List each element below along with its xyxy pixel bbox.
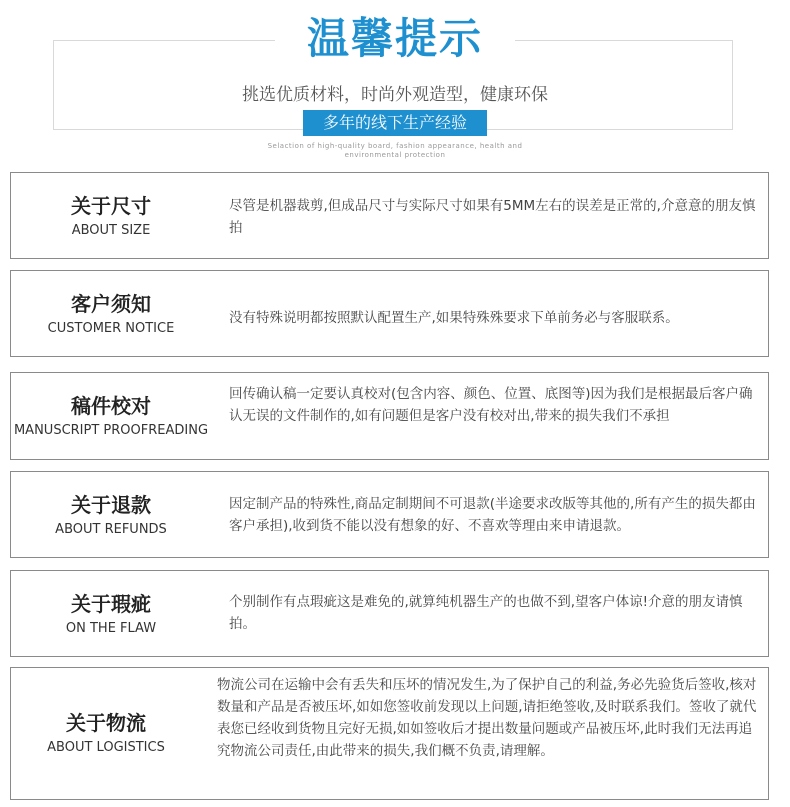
section-text: 因定制产品的特殊性,商品定制期间不可退款(半途要求改版等其他的,所有产生的损失都由客户承担),收到货不能以没有想象的好、不喜欢等理由来申请退款。 <box>229 496 756 534</box>
section-title-zh: 客户须知 <box>71 292 151 316</box>
section-customer-notice <box>10 270 769 357</box>
section-about-size <box>10 172 769 259</box>
section-heading <box>11 393 211 441</box>
section-heading <box>11 591 211 639</box>
section-title-zh: 关于瑕疵 <box>71 592 151 616</box>
section-title-en: ABOUT REFUNDS <box>55 522 167 537</box>
page-subtitle: 挑选优质材料，时尚外观造型，健康环保 <box>242 85 548 105</box>
section-title-en: ABOUT LOGISTICS <box>47 740 165 755</box>
section-title-zh: 关于尺寸 <box>71 194 151 218</box>
section-manuscript-proofreading <box>10 372 769 460</box>
fine-print <box>0 142 790 160</box>
section-heading <box>11 710 201 758</box>
section-heading <box>11 291 211 339</box>
section-text: 尽管是机器裁剪,但成品尺寸与实际尺寸如果有5MM左右的误差是正常的,介意意的朋友慎拍 <box>229 198 756 236</box>
section-title-en: MANUSCRIPT PROOFREADING <box>13 423 209 438</box>
experience-badge: 多年的线下生产经验 <box>303 110 487 136</box>
page-title: 温馨提示 <box>306 14 483 63</box>
section-text: 物流公司在运输中会有丢失和压坏的情况发生,为了保护自己的利益,务必先验货后签收,核对数量和产品是否被压坏,如如您签收前发现以上问题,请拒绝签收,及时联系我们。签收了就代表您已经收到货物且完好无损,如如签收后才提出数量问题或产品被压坏,此时我们无法再追究物流公司责任,由此带来的损失,我们概不负责,请理解。 <box>217 677 757 759</box>
section-heading <box>11 492 211 540</box>
section-title-zh: 关于退款 <box>71 493 151 517</box>
section-text: 个别制作有点瑕疵这是难免的,就算纯机器生产的也做不到,望客户体谅!介意的朋友请慎拍。 <box>229 594 743 632</box>
section-heading <box>11 193 211 241</box>
fine-print-line-1: Selaction of high-quality board, fashion appearance, health and <box>267 142 523 150</box>
section-about-logistics <box>10 667 769 800</box>
section-title-zh: 稿件校对 <box>71 394 151 418</box>
section-text: 回传确认稿一定要认真校对(包含内容、颜色、位置、底图等)因为我们是根据最后客户确认无误的文件制作的,如有问题但是客户没有校对出,带来的损失我们不承担 <box>229 386 753 424</box>
section-title-zh: 关于物流 <box>66 711 146 735</box>
badge-wrapper <box>0 110 790 136</box>
section-title-en: ABOUT SIZE <box>71 223 151 238</box>
section-about-refunds <box>10 471 769 558</box>
section-title-en: CUSTOMER NOTICE <box>47 321 175 336</box>
fine-print-line-2: environmental protection <box>344 151 446 159</box>
section-text: 没有特殊说明都按照默认配置生产,如果特殊殊要求下单前务必与客服联系。 <box>229 310 679 326</box>
section-title-en: ON THE FLAW <box>65 621 157 636</box>
section-on-the-flaw <box>10 570 769 657</box>
